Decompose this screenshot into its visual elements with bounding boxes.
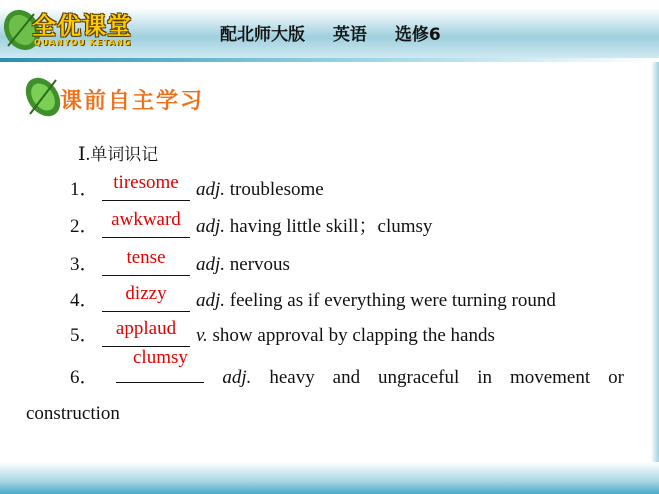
item-number: 2． bbox=[70, 216, 99, 237]
part-of-speech: adj. bbox=[196, 179, 226, 200]
vocab-item bbox=[70, 285, 556, 315]
answer-blank bbox=[102, 172, 190, 201]
answer-blank bbox=[102, 247, 190, 276]
logo-text: 全优课堂 bbox=[32, 12, 132, 40]
definition-word: heavy bbox=[269, 367, 315, 388]
sub-heading-numeral: Ⅰ. bbox=[78, 144, 91, 165]
leaf-icon bbox=[22, 72, 64, 122]
definition: having little skill；clumsy bbox=[225, 216, 433, 237]
definition-continuation: construction bbox=[26, 403, 120, 424]
vocab-item bbox=[70, 249, 290, 279]
part-of-speech: adj. bbox=[196, 290, 226, 311]
definition-word: movement bbox=[509, 367, 591, 388]
definition-word: ungraceful bbox=[378, 367, 460, 388]
definition: nervous bbox=[225, 254, 290, 275]
footer-band bbox=[0, 462, 659, 494]
vocab-item bbox=[70, 211, 432, 241]
part-of-speech: adj. bbox=[222, 367, 252, 388]
sub-heading bbox=[78, 140, 158, 166]
definition-word: and bbox=[332, 367, 361, 388]
item-number: 6． bbox=[70, 367, 99, 388]
answer-blank bbox=[102, 209, 190, 238]
vocab-item bbox=[70, 174, 324, 204]
answer-text: awkward bbox=[111, 209, 181, 230]
item-number: 3． bbox=[70, 254, 99, 275]
right-edge-bar bbox=[651, 62, 659, 462]
item-number: 5． bbox=[70, 325, 99, 346]
header-divider bbox=[0, 58, 659, 62]
answer-text: tiresome bbox=[113, 172, 179, 193]
section-heading bbox=[22, 72, 282, 122]
definition: troublesome bbox=[225, 179, 324, 200]
section-title: 课前自主学习 bbox=[60, 89, 205, 114]
answer-blank bbox=[116, 347, 204, 383]
logo-subtext: QUANYOU KETANG bbox=[34, 38, 132, 47]
definition: feeling as if everything were turning round bbox=[225, 290, 556, 311]
answer-text: dizzy bbox=[125, 283, 167, 304]
answer-text: tense bbox=[126, 247, 166, 268]
course-label: 选修6 bbox=[394, 25, 441, 45]
sub-heading-text: 单词识记 bbox=[90, 145, 159, 165]
page-title bbox=[220, 20, 463, 45]
vocab-item bbox=[26, 347, 624, 432]
item-number: 4． bbox=[70, 290, 99, 311]
logo bbox=[2, 2, 162, 54]
part-of-speech: v. bbox=[196, 325, 208, 346]
part-of-speech: adj. bbox=[196, 254, 226, 275]
edition-label: 配北师大版 bbox=[220, 25, 305, 45]
answer-blank bbox=[102, 283, 190, 312]
item-number: 1． bbox=[70, 179, 99, 200]
answer-text: applaud bbox=[115, 318, 177, 339]
item-line bbox=[26, 347, 624, 396]
subject-label: 英语 bbox=[332, 25, 367, 45]
answer-text: clumsy bbox=[133, 347, 188, 368]
definition-word: or bbox=[608, 367, 624, 388]
definition-word: in bbox=[477, 367, 492, 388]
definition: show approval by clapping the hands bbox=[207, 325, 495, 346]
part-of-speech: adj. bbox=[196, 216, 226, 237]
